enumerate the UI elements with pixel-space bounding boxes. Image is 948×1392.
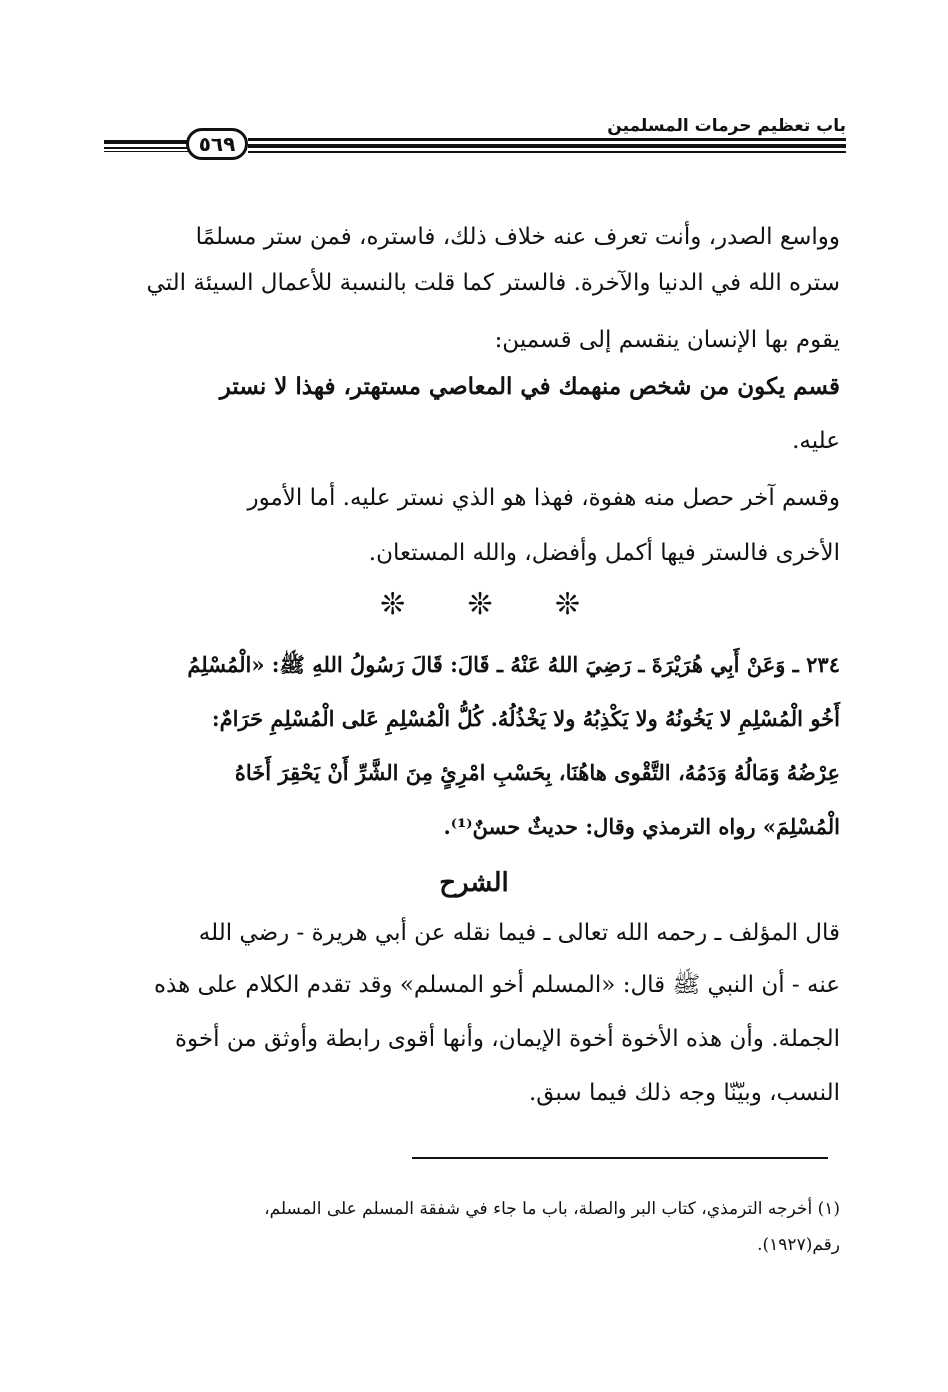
body-line: قال المؤلف ـ رحمه الله تعالى ـ فيما نقله عن أبي هريرة - رضي الله [198, 920, 840, 946]
footnote-rule [412, 1157, 828, 1159]
body-line: عنه - أن النبي ﷺ قال: «المسلم أخو المسلم» وقد تقدم الكلام على هذه [153, 972, 840, 998]
header-rule-left [104, 140, 188, 144]
footnote-line: (١) أخرجه الترمذي، كتاب البر والصلة، باب ما جاء في شفقة المسلم على المسلم، [264, 1199, 840, 1219]
running-title: باب تعظيم حرمات المسلمين [607, 116, 846, 136]
section-heading: الشرح [439, 868, 509, 898]
body-line: عليه. [792, 428, 840, 454]
header-rule-left [104, 147, 188, 149]
hadith-line: الْمُسْلِمَ» رواه الترمذي وقال: حديثٌ حسنٌ⁽¹⁾. [443, 814, 840, 839]
header-rule-right [248, 138, 846, 141]
body-line: وقسم آخر حصل منه هفوة، فهذا هو الذي نستر عليه. أما الأمور [247, 485, 840, 511]
page-number: ٥٦٩ [186, 128, 248, 160]
footnote-line: رقم(١٩٢٧). [757, 1235, 840, 1255]
section-divider [380, 584, 580, 624]
body-line: قسم يكون من شخص منهمك في المعاصي مستهتر، فهذا لا نستر [219, 373, 840, 400]
body-line: وواسع الصدر، وأنت تعرف عنه خلاف ذلك، فاستره، فمن ستر مسلمًا [195, 224, 840, 250]
body-line: الجملة. وأن هذه الأخوة أخوة الإيمان، وأنها أقوى رابطة وأوثق من أخوة [174, 1026, 840, 1052]
star-ornament-icon: ❊ [554, 586, 580, 622]
body-line: الأخرى فالستر فيها أكمل وأفضل، والله المستعان. [368, 540, 840, 566]
header-rule-right [248, 144, 846, 148]
hadith-line: عِرْضُهُ وَمَالُهُ وَدَمُهُ، التَّقْوى هاهُنَا، بِحَسْبِ امْرِئٍ مِنَ الشَّرِّ أَنْ يَحْقِرَ أَخَاهُ [234, 760, 840, 785]
header-rule-right [248, 151, 846, 153]
body-line: النسب، وبيّنّا وجه ذلك فيما سبق. [528, 1080, 840, 1106]
body-line: ستره الله في الدنيا والآخرة. فالستر كما قلت بالنسبة للأعمال السيئة التي [146, 270, 840, 296]
star-ornament-icon: ❊ [467, 586, 493, 622]
body-line: يقوم بها الإنسان ينقسم إلى قسمين: [494, 327, 840, 353]
star-ornament-icon: ❊ [380, 586, 406, 622]
header-rule-left [104, 151, 188, 152]
hadith-line: ٢٣٤ ـ وَعَنْ أَبِي هُرَيْرَةَ ـ رَضِيَ اللهُ عَنْهُ ـ قَالَ: قَالَ رَسُولُ اللهِ ﷺ: «الْمُسْلِمُ [187, 652, 840, 677]
hadith-line: أَخُو الْمُسْلِمِ لا يَخُونُهُ ولا يَكْذِبُهُ ولا يَخْذُلُهُ. كُلُّ الْمُسْلِمِ عَلى الْمُسْلِمِ حَرَامٌ: [211, 706, 840, 731]
